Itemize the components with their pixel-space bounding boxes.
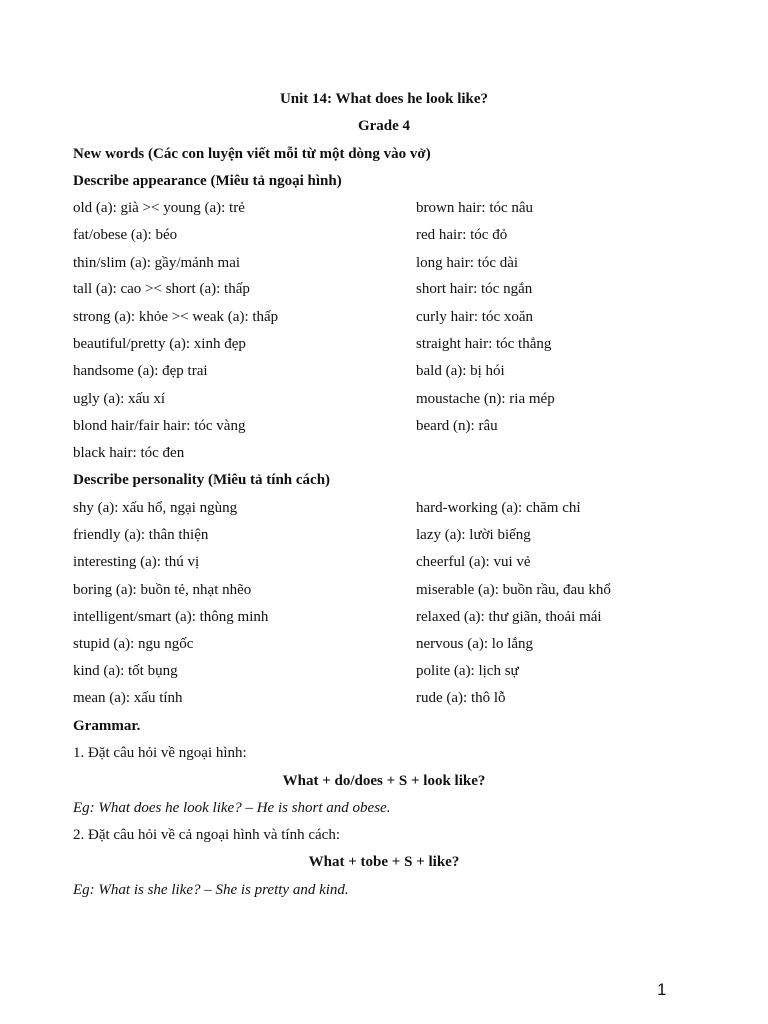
list-item <box>0 281 768 303</box>
list-item <box>0 363 768 385</box>
list-item <box>0 527 768 549</box>
word-left: handsome (a): đẹp trai <box>73 363 208 379</box>
word-right: brown hair: tóc nâu <box>416 200 534 216</box>
word-right: red hair: tóc đỏ <box>416 227 508 243</box>
grammar-formula-1: What + do/does + S + look like? <box>282 773 486 789</box>
word-right: lazy (a): lười biếng <box>416 527 531 543</box>
word-right: moustache (n): ria mép <box>416 391 555 407</box>
list-item <box>0 255 768 277</box>
word-left: kind (a): tốt bụng <box>73 663 178 679</box>
appearance-heading: Describe appearance (Miêu tả ngoại hình) <box>73 173 342 189</box>
list-item <box>0 227 768 249</box>
word-left: mean (a): xấu tính <box>73 690 183 706</box>
word-left: intelligent/smart (a): thông minh <box>73 609 269 625</box>
list-item <box>0 200 768 222</box>
word-left: fat/obese (a): béo <box>73 227 178 243</box>
word-left: ugly (a): xấu xí <box>73 391 166 407</box>
grammar-example-2: Eg: What is she like? – She is pretty and kind. <box>73 882 349 898</box>
word-left: friendly (a): thân thiện <box>73 527 209 543</box>
word-left: strong (a): khỏe >< weak (a): thấp <box>73 309 279 325</box>
word-right: polite (a): lịch sự <box>416 663 519 679</box>
personality-heading: Describe personality (Miêu tả tính cách) <box>73 472 331 488</box>
word-left: shy (a): xấu hổ, ngại ngùng <box>73 500 238 516</box>
list-item <box>0 391 768 413</box>
word-right: long hair: tóc dài <box>416 255 519 271</box>
word-left: thin/slim (a): gầy/mảnh mai <box>73 255 241 271</box>
grammar-example-1: Eg: What does he look like? – He is short and obese. <box>73 800 391 816</box>
word-left: blond hair/fair hair: tóc vàng <box>73 418 246 434</box>
word-right: cheerful (a): vui vẻ <box>416 554 531 570</box>
list-item <box>0 500 768 522</box>
word-right: straight hair: tóc thẳng <box>416 336 552 352</box>
word-left: tall (a): cao >< short (a): thấp <box>73 281 250 297</box>
word-right: bald (a): bị hói <box>416 363 505 379</box>
page-number: 1 <box>657 980 667 999</box>
list-item <box>0 690 768 712</box>
list-item <box>0 663 768 685</box>
word-right: miserable (a): buồn rầu, đau khổ <box>416 582 611 598</box>
word-left: old (a): già >< young (a): trẻ <box>73 200 245 216</box>
list-item <box>0 582 768 604</box>
grammar-question-1: 1. Đặt câu hỏi về ngoại hình: <box>73 745 247 761</box>
grammar-question-2: 2. Đặt câu hỏi về cả ngoại hình và tính cách: <box>73 827 340 843</box>
word-right: hard-working (a): chăm chỉ <box>416 500 581 516</box>
word-right: nervous (a): lo lắng <box>416 636 534 652</box>
grammar-heading: Grammar. <box>73 718 141 734</box>
word-right: short hair: tóc ngắn <box>416 281 533 297</box>
list-item <box>0 609 768 631</box>
word-left: black hair: tóc đen <box>73 445 185 461</box>
word-left: interesting (a): thú vị <box>73 554 200 570</box>
word-right: curly hair: tóc xoăn <box>416 309 534 325</box>
list-item <box>0 445 768 467</box>
grade-label: Grade 4 <box>357 118 411 134</box>
word-left: stupid (a): ngu ngốc <box>73 636 194 652</box>
grammar-formula-2: What + tobe + S + like? <box>308 854 460 870</box>
list-item <box>0 336 768 358</box>
word-right: relaxed (a): thư giãn, thoải mái <box>416 609 602 625</box>
list-item <box>0 554 768 576</box>
word-left: beautiful/pretty (a): xinh đẹp <box>73 336 246 352</box>
word-left: boring (a): buồn tẻ, nhạt nhẽo <box>73 582 252 598</box>
new-words-heading: New words (Các con luyện viết mỗi từ một dòng vào vở) <box>73 146 431 162</box>
word-right: rude (a): thô lỗ <box>416 690 506 706</box>
list-item <box>0 418 768 440</box>
list-item <box>0 309 768 331</box>
word-right: beard (n): râu <box>416 418 498 434</box>
page-title: Unit 14: What does he look like? <box>279 91 489 107</box>
list-item <box>0 636 768 658</box>
